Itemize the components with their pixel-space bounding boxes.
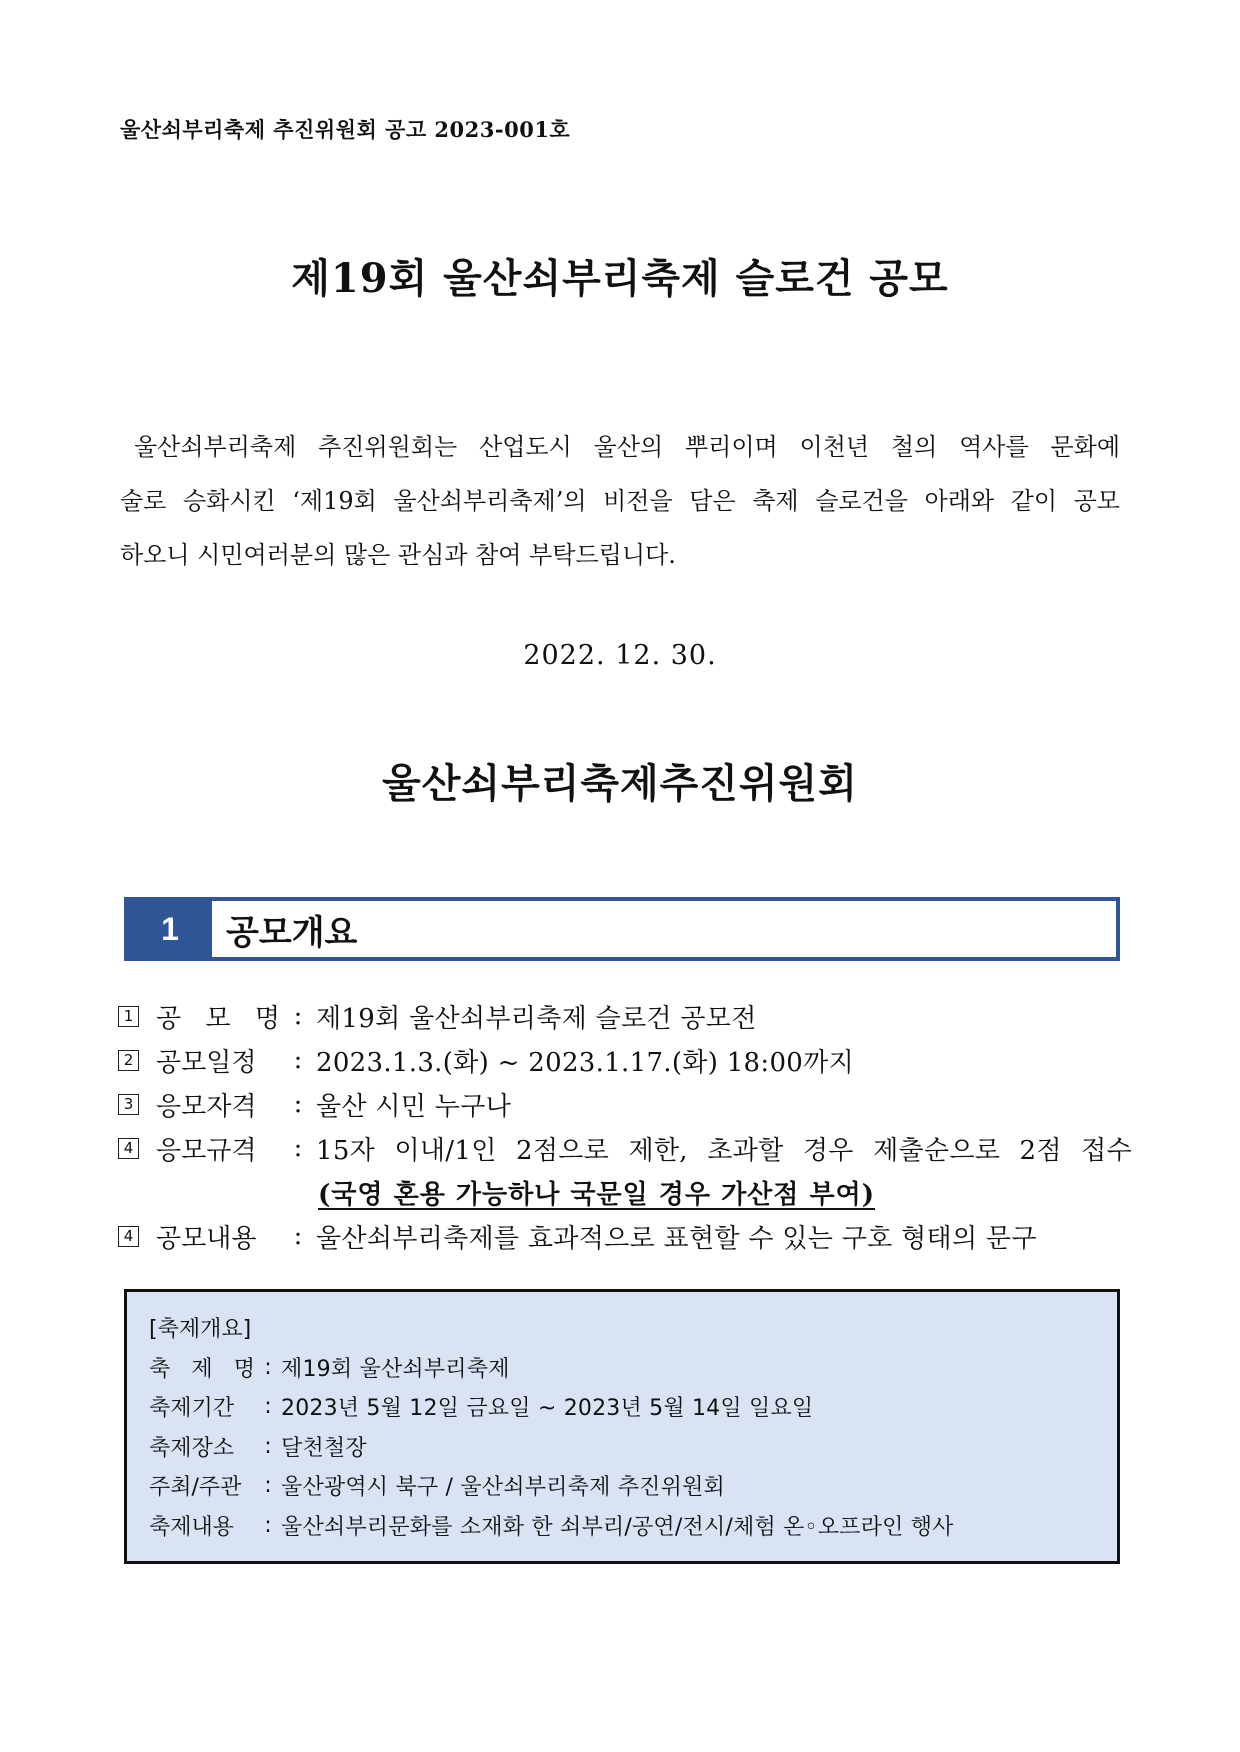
info-value: 2023년 5월 12일 금요일 ~ 2023년 5월 14일 일요일 — [281, 1396, 814, 1422]
info-label: 축 제 명 — [149, 1356, 255, 1382]
list-item — [118, 1214, 1128, 1258]
item-number-box: 4 — [118, 1138, 139, 1159]
info-value: 달천철장 — [281, 1435, 367, 1461]
item-label: 공 모 명 — [156, 1003, 280, 1034]
item-number-box: 2 — [118, 1050, 139, 1071]
item-value: 15자 이내/1인 2점으로 제한, 초과할 경우 제출순으로 2점 접수 — [316, 1135, 1132, 1166]
notice-date: 2022. 12. 30. — [523, 640, 717, 671]
item-value: 울산쇠부리축제를 효과적으로 표현할 수 있는 구호 형태의 문구 — [316, 1223, 1037, 1254]
info-colon: : — [264, 1473, 272, 1499]
list-item — [118, 1126, 1132, 1170]
info-value: 울산광역시 북구 / 울산쇠부리축제 추진위원회 — [281, 1475, 725, 1501]
item-number-box: 1 — [118, 1006, 139, 1027]
item-value: 울산 시민 누구나 — [316, 1091, 512, 1122]
intro-line: 하오니 시민여러분의 많은 관심과 참여 부탁드립니다. — [120, 541, 676, 569]
organization-name: 울산쇠부리축제추진위원회 — [382, 760, 858, 807]
festival-info-box — [124, 1289, 1120, 1564]
info-label: 주최/주관 — [149, 1475, 242, 1501]
item-label: 응모자격 — [156, 1091, 257, 1122]
info-colon: : — [264, 1512, 272, 1538]
info-colon: : — [264, 1354, 272, 1380]
list-item-note — [118, 1170, 1128, 1214]
info-value: 제19회 울산쇠부리축제 — [281, 1356, 510, 1382]
item-value: 제19회 울산쇠부리축제 슬로건 공모전 — [316, 1003, 757, 1034]
info-heading: [축제개요] — [149, 1317, 252, 1343]
item-number-box: 4 — [118, 1226, 139, 1247]
document-title: 제19회 울산쇠부리축제 슬로건 공모 — [291, 255, 949, 302]
item-colon: : — [293, 1045, 303, 1075]
section-header — [124, 897, 1120, 961]
intro-paragraph — [120, 420, 1120, 582]
info-row — [149, 1427, 1095, 1467]
list-item — [118, 1038, 1128, 1082]
list-item — [118, 1082, 1128, 1126]
intro-line: 울산쇠부리축제 추진위원회는 산업도시 울산의 뿌리이며 이천년 철의 역사를 문화예 — [134, 433, 1120, 461]
item-colon: : — [293, 1133, 303, 1163]
list-item — [118, 994, 1128, 1038]
info-label: 축제장소 — [149, 1435, 235, 1461]
info-value: 울산쇠부리문화를 소재화 한 쇠부리/공연/전시/체험 온◦오프라인 행사 — [281, 1514, 954, 1540]
item-label: 응모규격 — [156, 1135, 257, 1166]
section-title: 공모개요 — [226, 913, 358, 952]
info-row — [149, 1466, 1095, 1506]
item-colon: : — [293, 1089, 303, 1119]
info-colon: : — [264, 1394, 272, 1420]
info-row — [149, 1348, 1095, 1388]
overview-list — [118, 994, 1132, 1258]
item-value: 2023.1.3.(화) ~ 2023.1.17.(화) 18:00까지 — [316, 1047, 854, 1078]
item-colon: : — [293, 1001, 303, 1031]
info-label: 축제기간 — [149, 1396, 235, 1422]
item-colon: : — [293, 1221, 303, 1251]
section-number: 1 — [128, 901, 212, 957]
item-label: 공모내용 — [156, 1223, 257, 1254]
item-number-box: 3 — [118, 1094, 139, 1115]
info-label: 축제내용 — [149, 1514, 235, 1540]
info-row — [149, 1387, 1095, 1427]
intro-line: 술로 승화시킨 ‘제19회 울산쇠부리축제’의 비전을 담은 축제 슬로건을 아래와 같이 공모 — [120, 487, 1120, 515]
item-note: (국영 혼용 가능하나 국문일 경우 가산점 부여) — [318, 1179, 876, 1210]
notice-number: 울산쇠부리축제 추진위원회 공고 2023-001호 — [120, 117, 571, 142]
item-label: 공모일정 — [156, 1047, 257, 1078]
info-row — [149, 1506, 1095, 1546]
info-colon: : — [264, 1433, 272, 1459]
